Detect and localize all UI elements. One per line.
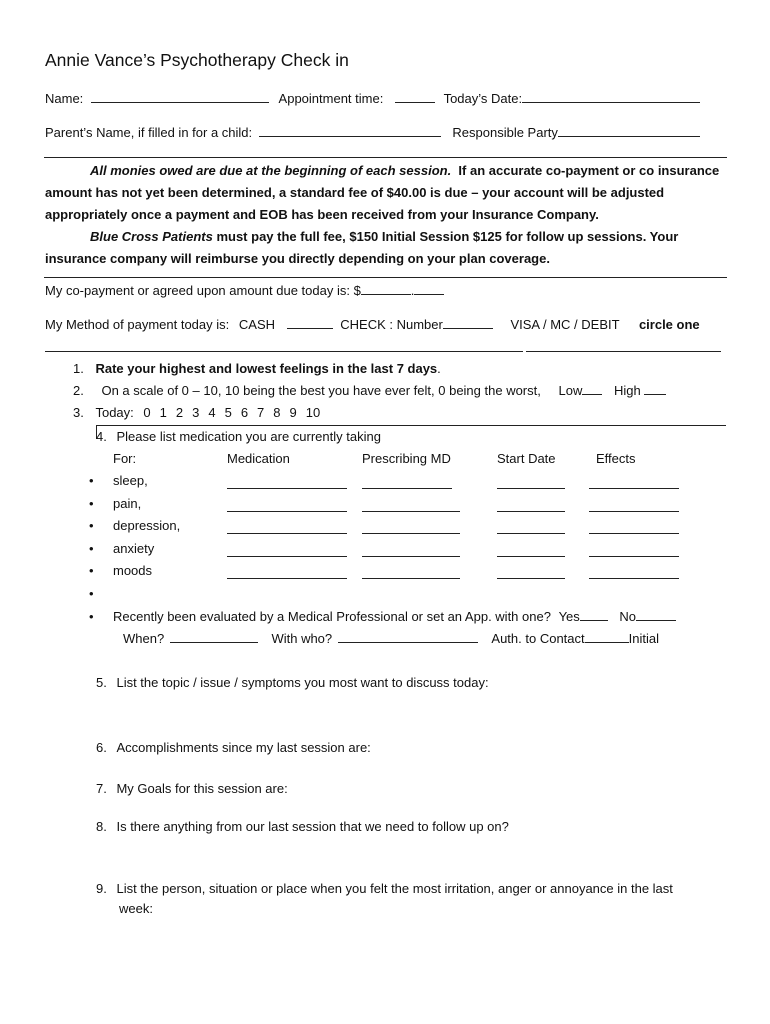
copay-cents-field[interactable] bbox=[414, 283, 444, 295]
question-text: Accomplishments since my last session are: bbox=[116, 740, 371, 755]
question-text: List the topic / issue / symptoms you most want to discuss today: bbox=[116, 675, 489, 690]
parent-field[interactable] bbox=[259, 125, 441, 137]
medication-heading bbox=[96, 429, 381, 444]
scale-value[interactable]: 7 bbox=[257, 405, 265, 420]
question-5 bbox=[96, 675, 489, 690]
check-number-field[interactable] bbox=[443, 317, 493, 329]
divider bbox=[45, 351, 523, 352]
policy-line bbox=[90, 163, 719, 178]
question-number: 7. bbox=[96, 781, 107, 796]
auth-label: Auth. to Contact bbox=[491, 631, 585, 646]
medication-for-label: depression, bbox=[113, 518, 181, 533]
policy-line: appropriately once a payment and EOB has been received from your Insurance Company. bbox=[45, 207, 599, 222]
medication-entry-field[interactable] bbox=[362, 533, 460, 534]
policy-text: If an accurate co-payment or co insurance bbox=[458, 163, 720, 178]
method-label: My Method of payment today is: bbox=[45, 317, 230, 332]
divider bbox=[44, 277, 727, 278]
scale-value[interactable]: 10 bbox=[305, 405, 321, 420]
col-start-date: Start Date bbox=[497, 451, 556, 466]
medication-entry-field[interactable] bbox=[589, 511, 679, 512]
scale-value[interactable]: 0 bbox=[143, 405, 151, 420]
yes-label: Yes bbox=[558, 609, 580, 624]
policy-line: insurance company will reimburse you directly depending on your plan coverage. bbox=[45, 251, 550, 266]
question-text: Is there anything from our last session that we need to follow up on? bbox=[116, 819, 509, 834]
medication-for-label: moods bbox=[113, 563, 153, 578]
question-number: 3. bbox=[73, 405, 84, 420]
copay-label: My co-payment or agreed upon amount due today is: $ bbox=[45, 283, 361, 298]
scale-value[interactable]: 5 bbox=[224, 405, 232, 420]
with-who-label: With who? bbox=[271, 631, 333, 646]
medication-entry-field[interactable] bbox=[227, 578, 347, 579]
col-prescribing-md: Prescribing MD bbox=[362, 451, 451, 466]
bullet-icon: • bbox=[89, 495, 94, 511]
scale-value[interactable]: 9 bbox=[289, 405, 297, 420]
name-label: Name: bbox=[45, 91, 84, 106]
medication-entry-field[interactable] bbox=[362, 578, 460, 579]
appointment-field[interactable] bbox=[395, 91, 435, 103]
question-6 bbox=[96, 740, 371, 755]
question-7 bbox=[96, 781, 288, 796]
divider bbox=[44, 157, 727, 158]
divider bbox=[526, 351, 721, 352]
period: . bbox=[437, 361, 441, 376]
medication-entry-field[interactable] bbox=[227, 556, 347, 557]
question-text: My Goals for this session are: bbox=[116, 781, 288, 796]
when-field[interactable] bbox=[170, 631, 258, 643]
section-top-line bbox=[96, 425, 726, 426]
evaluated-text: Recently been evaluated by a Medical Professional or set an App. with one? bbox=[113, 609, 551, 624]
high-field[interactable] bbox=[644, 383, 666, 395]
question-8 bbox=[96, 819, 509, 834]
medication-entry-field[interactable] bbox=[589, 488, 679, 489]
copay-dollars-field[interactable] bbox=[361, 283, 411, 295]
medication-entry-field[interactable] bbox=[589, 556, 679, 557]
scale-value[interactable]: 4 bbox=[208, 405, 216, 420]
medication-entry-field[interactable] bbox=[497, 533, 565, 534]
name-field[interactable] bbox=[91, 91, 269, 103]
question-text: Please list medication you are currently taking bbox=[116, 429, 381, 444]
question-number: 6. bbox=[96, 740, 107, 755]
yes-field[interactable] bbox=[580, 609, 608, 621]
parent-row bbox=[45, 125, 700, 140]
medication-entry-field[interactable] bbox=[589, 578, 679, 579]
initial-label: Initial bbox=[628, 631, 659, 646]
medication-entry-field[interactable] bbox=[497, 578, 565, 579]
medication-entry-field[interactable] bbox=[362, 556, 460, 557]
medication-for-label: pain, bbox=[113, 495, 142, 511]
question-number: 1. bbox=[73, 361, 84, 376]
copay-row bbox=[45, 283, 444, 298]
high-label: High bbox=[613, 383, 641, 398]
question-1 bbox=[73, 361, 441, 376]
circle-one-note: circle one bbox=[638, 317, 700, 332]
question-number: 2. bbox=[73, 383, 84, 398]
responsible-field[interactable] bbox=[558, 125, 700, 137]
bullet-icon: • bbox=[89, 518, 94, 533]
policy-line bbox=[90, 229, 678, 244]
with-who-field[interactable] bbox=[338, 631, 478, 643]
col-medication: Medication bbox=[227, 451, 290, 466]
policy-line: amount has not yet been determined, a standard fee of $40.00 is due – your account will be adjusted bbox=[45, 185, 665, 200]
no-label: No bbox=[619, 609, 637, 624]
date-field[interactable] bbox=[522, 91, 700, 103]
when-label: When? bbox=[123, 631, 165, 646]
date-label: Today’s Date: bbox=[443, 91, 523, 106]
page-title: Annie Vance’s Psychotherapy Check in bbox=[45, 50, 349, 70]
appointment-label: Appointment time: bbox=[278, 91, 384, 106]
responsible-label: Responsible Party bbox=[452, 125, 558, 140]
medication-entry-field[interactable] bbox=[497, 511, 565, 512]
cash-option[interactable]: CASH bbox=[238, 317, 276, 332]
question-9-continued: week: bbox=[119, 901, 153, 916]
question-text: On a scale of 0 – 10, 10 being the best you have ever felt, 0 being the worst, bbox=[101, 383, 541, 398]
col-for: For: bbox=[113, 451, 137, 466]
policy-emphasis: Blue Cross Patients bbox=[90, 229, 213, 244]
check-option[interactable]: CHECK : Number bbox=[340, 317, 443, 332]
question-number: 9. bbox=[96, 881, 107, 896]
question-3 bbox=[73, 405, 329, 420]
scale-value[interactable]: 6 bbox=[240, 405, 249, 420]
question-9 bbox=[96, 881, 673, 896]
today-label: Today: bbox=[95, 405, 134, 420]
question-number: 5. bbox=[96, 675, 107, 690]
medication-entry-field[interactable] bbox=[362, 511, 460, 512]
medication-for-label: sleep, bbox=[113, 473, 148, 488]
policy-text: must pay the full fee, $150 Initial Session $125 for follow up sessions. Your bbox=[216, 229, 679, 244]
question-number: 4. bbox=[96, 429, 107, 444]
medication-entry-field[interactable] bbox=[227, 511, 347, 512]
bullet-icon: • bbox=[89, 585, 94, 601]
col-effects: Effects bbox=[596, 451, 636, 466]
scale-value[interactable]: 1 bbox=[159, 405, 167, 420]
medication-entry-field[interactable] bbox=[497, 556, 565, 557]
no-field[interactable] bbox=[636, 609, 676, 621]
bullet-icon: • bbox=[89, 609, 94, 624]
scale-value[interactable]: 2 bbox=[175, 405, 184, 420]
cash-field[interactable] bbox=[287, 317, 333, 329]
medication-entry-field[interactable] bbox=[227, 533, 347, 534]
medication-for-label: anxiety bbox=[113, 540, 155, 556]
scale-value[interactable]: 8 bbox=[273, 405, 281, 420]
medication-entry-field[interactable] bbox=[227, 488, 347, 489]
evaluated-row bbox=[113, 609, 676, 624]
method-row bbox=[45, 317, 700, 332]
card-option[interactable]: VISA / MC / DEBIT bbox=[510, 317, 620, 332]
bullet-icon: • bbox=[89, 563, 94, 578]
copay-dot: . bbox=[410, 283, 415, 298]
bullet-icon: • bbox=[89, 540, 94, 556]
question-text: Rate your highest and lowest feelings in the last 7 days bbox=[95, 361, 438, 376]
bullet-icon: • bbox=[89, 473, 94, 488]
when-row bbox=[123, 631, 659, 646]
name-row bbox=[45, 91, 700, 106]
question-number: 8. bbox=[96, 819, 107, 834]
auth-field[interactable] bbox=[585, 631, 629, 643]
medication-entry-field[interactable] bbox=[497, 488, 565, 489]
policy-emphasis: All monies owed are due at the beginning of each session. bbox=[90, 163, 452, 178]
parent-label: Parent’s Name, if filled in for a child: bbox=[45, 125, 253, 140]
medication-entry-field[interactable] bbox=[362, 488, 452, 489]
scale-value[interactable]: 3 bbox=[192, 405, 200, 420]
low-label: Low bbox=[558, 383, 583, 398]
medication-entry-field[interactable] bbox=[589, 533, 679, 534]
feeling-scale bbox=[143, 405, 329, 420]
question-2 bbox=[73, 383, 666, 398]
question-text: List the person, situation or place when you felt the most irritation, anger or annoyance in the last bbox=[116, 881, 673, 896]
low-field[interactable] bbox=[582, 383, 602, 395]
